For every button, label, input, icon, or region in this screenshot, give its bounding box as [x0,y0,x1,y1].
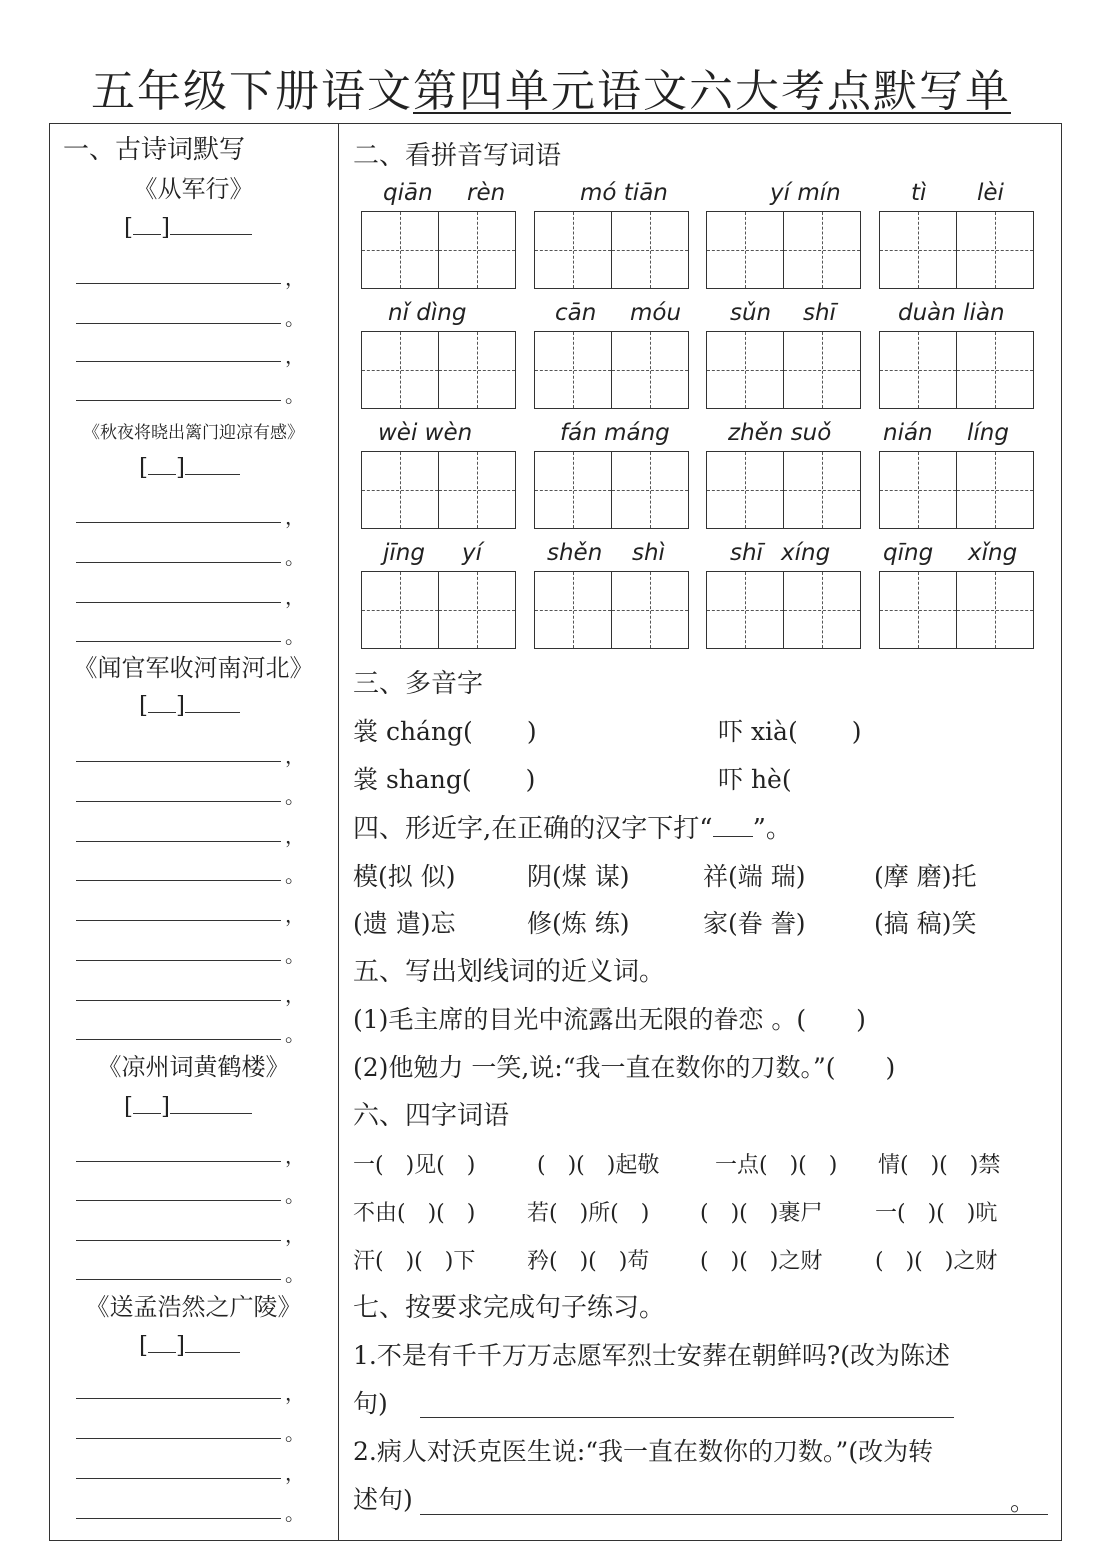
answer-line[interactable] [76,562,281,563]
answer-line[interactable] [76,920,281,921]
answer-line[interactable] [76,801,281,802]
idiom-item: 一( )( )吭 [875,1201,998,1226]
idiom-item: 汗( )( )下 [353,1249,476,1274]
similar-char-item: (遗 遣)忘 [353,909,456,938]
synonym-question-2: (2)他勉力 一笑,说:“我一直在数你的刀数。”( ) [353,1053,896,1082]
writing-cell[interactable] [611,211,689,289]
synonym-question-1: (1)毛主席的目光中流露出无限的眷恋 。( ) [353,1005,866,1034]
pinyin-label: qīng [883,540,934,566]
polyphone-row: 裳 shang( ) [353,765,536,794]
answer-line[interactable] [420,1417,954,1418]
answer-line[interactable] [76,641,281,642]
sentence-question-1: 1.不是有千千万万志愿军烈士安葬在朝鲜吗?(改为陈述 [353,1341,951,1370]
poem2-author: [ ] [139,452,240,483]
writing-cell[interactable] [611,451,689,529]
answer-line[interactable] [76,1478,281,1479]
section3-heading: 三、多音字 [353,669,484,699]
pinyin-label: shī [803,300,836,326]
answer-line[interactable] [76,960,281,961]
writing-cell[interactable] [361,571,439,649]
writing-cell[interactable] [438,451,516,529]
idiom-item: ( )( )起敬 [537,1153,660,1178]
writing-cell[interactable] [879,571,957,649]
answer-line[interactable] [76,761,281,762]
pinyin-label: cān [555,300,597,326]
answer-line[interactable] [76,400,281,401]
answer-line[interactable] [76,1398,281,1399]
poem3-author: [ ] [139,690,240,721]
writing-cell[interactable] [361,331,439,409]
pinyin-label: xíng [781,540,831,566]
sentence-question-2-cont: 述句) [353,1485,413,1514]
writing-cell[interactable] [783,451,861,529]
writing-cell[interactable] [783,571,861,649]
answer-line[interactable] [76,283,281,284]
section5-heading: 五、写出划线词的近义词。 [353,957,666,987]
similar-char-item: (搞 稿)笑 [874,909,977,938]
idiom-item: ( )( )裹尸 [700,1201,823,1226]
answer-line[interactable] [76,1279,281,1280]
polyphone-row: 裳 cháng( ) [353,717,537,746]
poem4-author: [ ] [124,1091,252,1122]
writing-cell[interactable] [706,331,784,409]
section6-heading: 六、四字词语 [353,1101,510,1131]
polyphone-row: 吓 hè( [718,765,792,794]
writing-cell[interactable] [783,331,861,409]
answer-line[interactable] [76,522,281,523]
idiom-item: 若( )所( ) [527,1201,650,1226]
pinyin-label: lèi [977,180,1004,206]
answer-line[interactable] [76,1039,281,1040]
idiom-item: 不由( )( ) [353,1201,476,1226]
pinyin-label: shī [730,540,763,566]
similar-char-item: 修(炼 练) [527,909,630,938]
pinyin-label: jīng [383,540,425,566]
poem3-title: 《闻官军收河南河北》 [73,654,314,682]
pinyin-label: zhěn suǒ [728,420,832,446]
writing-cell[interactable] [534,571,612,649]
poem1-title: 《从军行》 [133,175,254,203]
answer-line[interactable] [76,1240,281,1241]
answer-line[interactable] [76,1161,281,1162]
idiom-item: 情( )( )禁 [878,1153,1001,1178]
similar-char-item: 阴(煤 谋) [527,862,630,891]
poem5-author: [ ] [139,1330,240,1361]
answer-line[interactable] [76,1200,281,1201]
writing-cell[interactable] [706,211,784,289]
pinyin-label: wèi wèn [378,420,473,446]
writing-cell[interactable] [956,211,1034,289]
writing-cell[interactable] [611,331,689,409]
section7-heading: 七、按要求完成句子练习。 [353,1293,666,1323]
poem1-author: [ ] [124,212,252,243]
answer-line[interactable] [76,880,281,881]
answer-period: 。 [1010,1487,1036,1516]
poem2-title: 《秋夜将晓出篱门迎凉有感》 [83,423,304,443]
writing-cell[interactable] [956,451,1034,529]
pinyin-label: móu [630,300,682,326]
writing-cell[interactable] [438,331,516,409]
answer-line[interactable] [76,841,281,842]
pinyin-label: xǐng [968,540,1018,566]
answer-line[interactable] [76,1438,281,1439]
writing-cell[interactable] [534,331,612,409]
pinyin-label: duàn liàn [898,300,1005,326]
sentence-question-1-cont: 句) [353,1389,388,1418]
pinyin-label: tì [911,180,927,206]
title-part1: 五年级下册语文 [91,66,413,117]
pinyin-label: yí [462,540,483,566]
idiom-item: 一点( )( ) [715,1153,838,1178]
answer-line[interactable] [76,361,281,362]
answer-line[interactable] [76,602,281,603]
writing-cell[interactable] [611,571,689,649]
pinyin-label: rèn [467,180,506,206]
similar-char-item: 祥(端 瑞) [703,862,806,891]
poem5-title: 《送孟浩然之广陵》 [85,1293,302,1321]
pinyin-label: mó tiān [580,180,668,206]
pinyin-label: shěn [547,540,603,566]
pinyin-label: yí mín [770,180,841,206]
writing-cell[interactable] [706,571,784,649]
writing-cell[interactable] [534,451,612,529]
answer-line[interactable] [420,1514,1048,1515]
answer-line[interactable] [76,1000,281,1001]
answer-line[interactable] [76,1518,281,1519]
polyphone-row: 吓 xià( ) [718,717,862,746]
pinyin-label: sǔn [730,300,772,326]
idiom-item: 一( )见( ) [353,1153,476,1178]
writing-cell[interactable] [956,571,1034,649]
pinyin-label: shì [632,540,665,566]
pinyin-label: qiān [383,180,433,206]
writing-cell[interactable] [879,451,957,529]
title-part2: 第四单元语文六大考点默写单 [413,66,1011,117]
pinyin-label: fán máng [560,420,670,446]
writing-cell[interactable] [361,211,439,289]
pinyin-label: nǐ dìng [388,300,467,326]
column-divider [338,123,339,1541]
poem4-title: 《凉州词黄鹤楼》 [97,1053,290,1081]
writing-cell[interactable] [956,331,1034,409]
similar-char-item: (摩 磨)托 [874,862,977,891]
writing-cell[interactable] [783,211,861,289]
writing-cell[interactable] [438,211,516,289]
similar-char-item: 模(拟 似) [353,862,456,891]
idiom-item: 矜( )( )苟 [527,1249,650,1274]
sentence-question-2: 2.病人对沃克医生说:“我一直在数你的刀数。”(改为转 [353,1437,934,1466]
writing-cell[interactable] [361,451,439,529]
pinyin-label: nián [883,420,933,446]
writing-cell[interactable] [534,211,612,289]
writing-cell[interactable] [706,451,784,529]
idiom-item: ( )( )之财 [700,1249,823,1274]
writing-cell[interactable] [879,211,957,289]
similar-char-item: 家(眷 誊) [703,909,806,938]
pinyin-label: líng [967,420,1009,446]
section4-heading: 四、形近字,在正确的汉字下打“ ”。 [353,814,792,844]
section1-heading: 一、古诗词默写 [63,135,246,165]
idiom-item: ( )( )之财 [875,1249,998,1274]
section2-heading: 二、看拼音写词语 [353,141,562,171]
writing-cell[interactable] [879,331,957,409]
page-title [0,62,1102,122]
writing-cell[interactable] [438,571,516,649]
answer-line[interactable] [76,323,281,324]
